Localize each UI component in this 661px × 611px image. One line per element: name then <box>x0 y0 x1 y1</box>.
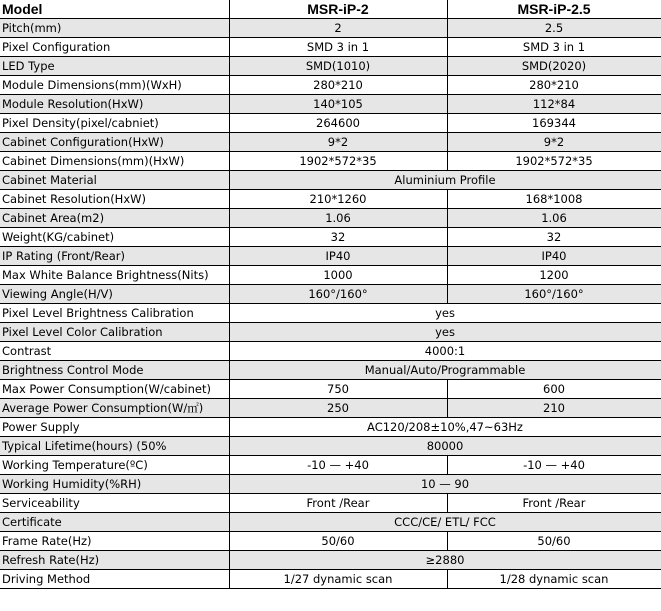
row-label: Max White Balance Brightness(Nits) <box>0 266 229 285</box>
row-value-model-1: 9*2 <box>229 133 447 152</box>
row-label: Refresh Rate(Hz) <box>0 551 229 570</box>
table-row <box>0 551 661 570</box>
row-label: Brightness Control Mode <box>0 361 229 380</box>
row-label: Working Humidity(%RH) <box>0 475 229 494</box>
row-value-shared: yes <box>229 304 661 323</box>
row-label: Module Dimensions(mm)(WxH) <box>0 76 229 95</box>
table-row <box>0 209 661 228</box>
row-value-model-2: 50/60 <box>447 532 661 551</box>
table-row <box>0 475 661 494</box>
table-row <box>0 95 661 114</box>
header-model-1: MSR-iP-2 <box>229 0 447 19</box>
row-value-model-1: 210*1260 <box>229 190 447 209</box>
table-row <box>0 418 661 437</box>
row-value-model-2: 112*84 <box>447 95 661 114</box>
table-row <box>0 133 661 152</box>
table-row <box>0 323 661 342</box>
row-value-model-1: 750 <box>229 380 447 399</box>
table-row <box>0 190 661 209</box>
row-value-model-2: 160°/160° <box>447 285 661 304</box>
row-value-shared: 4000:1 <box>229 342 661 361</box>
row-value-model-2: 600 <box>447 380 661 399</box>
row-label: Pixel Configuration <box>0 38 229 57</box>
row-label: Cabinet Material <box>0 171 229 190</box>
row-value-model-1: 280*210 <box>229 76 447 95</box>
row-label: IP Rating (Front/Rear) <box>0 247 229 266</box>
row-label: Working Temperature(ºC) <box>0 456 229 475</box>
row-label: Cabinet Area(m2) <box>0 209 229 228</box>
table-row <box>0 304 661 323</box>
row-label: Cabinet Dimensions(mm)(HxW) <box>0 152 229 171</box>
row-label: Power Supply <box>0 418 229 437</box>
row-value-model-1: 250 <box>229 399 447 418</box>
table-row <box>0 247 661 266</box>
table-row <box>0 437 661 456</box>
row-value-model-2: 9*2 <box>447 133 661 152</box>
row-label: Pixel Level Brightness Calibration <box>0 304 229 323</box>
row-value-model-1: 140*105 <box>229 95 447 114</box>
table-row <box>0 266 661 285</box>
table-row <box>0 228 661 247</box>
row-value-shared: 80000 <box>229 437 661 456</box>
row-label: Certificate <box>0 513 229 532</box>
table-row <box>0 114 661 133</box>
row-value-model-2: Front /Rear <box>447 494 661 513</box>
row-label: Serviceability <box>0 494 229 513</box>
table-row <box>0 38 661 57</box>
row-value-model-1: Front /Rear <box>229 494 447 513</box>
row-value-model-1: 2 <box>229 19 447 38</box>
table-row <box>0 152 661 171</box>
row-value-model-2: 1.06 <box>447 209 661 228</box>
row-label: Contrast <box>0 342 229 361</box>
row-value-model-1: 264600 <box>229 114 447 133</box>
row-value-shared: Aluminium Profile <box>229 171 661 190</box>
row-label: Frame Rate(Hz) <box>0 532 229 551</box>
row-value-model-1: 50/60 <box>229 532 447 551</box>
row-label: Pitch(mm) <box>0 19 229 38</box>
row-value-model-1: 1/27 dynamic scan <box>229 570 447 589</box>
row-value-model-1: 160°/160° <box>229 285 447 304</box>
row-value-model-2: SMD(2020) <box>447 57 661 76</box>
row-value-model-2: IP40 <box>447 247 661 266</box>
spec-body <box>0 19 661 589</box>
row-value-model-2: 168*1008 <box>447 190 661 209</box>
row-value-model-2: -10 — +40 <box>447 456 661 475</box>
row-value-model-1: 1.06 <box>229 209 447 228</box>
row-value-model-1: SMD 3 in 1 <box>229 38 447 57</box>
table-row <box>0 57 661 76</box>
row-value-model-2: SMD 3 in 1 <box>447 38 661 57</box>
row-label: Viewing Angle(H/V) <box>0 285 229 304</box>
table-row <box>0 171 661 190</box>
row-label: LED Type <box>0 57 229 76</box>
table-row <box>0 456 661 475</box>
row-value-model-1: 32 <box>229 228 447 247</box>
row-value-model-2: 169344 <box>447 114 661 133</box>
table-row <box>0 342 661 361</box>
row-label: Cabinet Configuration(HxW) <box>0 133 229 152</box>
row-value-model-1: IP40 <box>229 247 447 266</box>
row-label: Module Resolution(HxW) <box>0 95 229 114</box>
row-value-shared: Manual/Auto/Programmable <box>229 361 661 380</box>
table-row <box>0 19 661 38</box>
table-row <box>0 76 661 95</box>
row-value-model-2: 32 <box>447 228 661 247</box>
row-label: Typical Lifetime(hours) (50% <box>0 437 229 456</box>
row-value-shared: AC120/208±10%,47~63Hz <box>229 418 661 437</box>
row-label: Average Power Consumption(W/㎡) <box>0 399 229 418</box>
row-value-shared: yes <box>229 323 661 342</box>
row-value-shared: CCC/CE/ ETL/ FCC <box>229 513 661 532</box>
row-label: Pixel Density(pixel/cabniet) <box>0 114 229 133</box>
table-row <box>0 285 661 304</box>
row-value-model-1: 1902*572*35 <box>229 152 447 171</box>
row-label: Cabinet Resolution(HxW) <box>0 190 229 209</box>
row-value-shared: 10 — 90 <box>229 475 661 494</box>
row-value-model-2: 1902*572*35 <box>447 152 661 171</box>
row-label: Pixel Level Color Calibration <box>0 323 229 342</box>
row-value-model-1: 1000 <box>229 266 447 285</box>
row-label: Weight(KG/cabinet) <box>0 228 229 247</box>
row-value-model-1: SMD(1010) <box>229 57 447 76</box>
row-label: Max Power Consumption(W/cabinet) <box>0 380 229 399</box>
row-value-model-2: 210 <box>447 399 661 418</box>
row-value-model-2: 280*210 <box>447 76 661 95</box>
row-value-model-2: 2.5 <box>447 19 661 38</box>
table-row <box>0 513 661 532</box>
row-value-model-2: 1200 <box>447 266 661 285</box>
table-row <box>0 570 661 589</box>
header-model-label: Model <box>0 0 229 19</box>
row-value-model-1: -10 — +40 <box>229 456 447 475</box>
table-row <box>0 532 661 551</box>
table-row <box>0 361 661 380</box>
table-row <box>0 380 661 399</box>
row-value-shared: ≥2880 <box>229 551 661 570</box>
row-value-model-2: 1/28 dynamic scan <box>447 570 661 589</box>
table-row <box>0 399 661 418</box>
table-row <box>0 494 661 513</box>
row-label: Driving Method <box>0 570 229 589</box>
header-model-2: MSR-iP-2.5 <box>447 0 661 19</box>
header-row <box>0 0 661 19</box>
